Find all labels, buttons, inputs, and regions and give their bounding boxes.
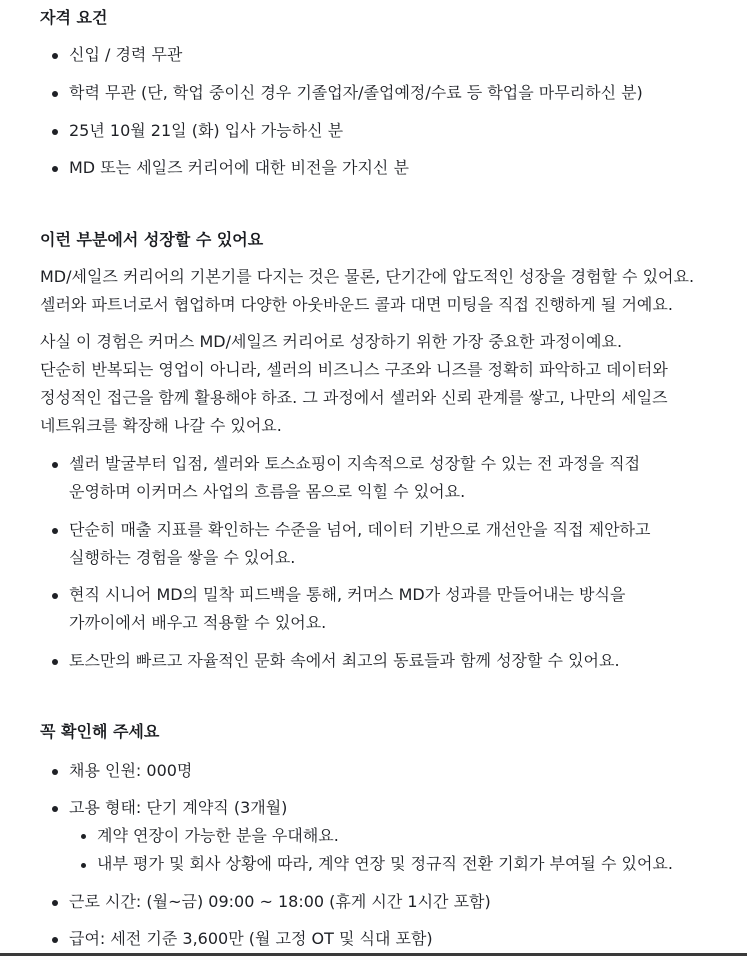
list-item: 신입 / 경력 무관 — [69, 45, 183, 64]
list-item: 25년 10월 21일 (화) 입사 가능하신 분 — [69, 121, 344, 140]
bullet-dot-icon — [52, 528, 58, 534]
section-title-check: 꼭 확인해 주세요 — [40, 722, 160, 741]
bullet-dot-icon — [52, 659, 58, 665]
list-item: 단순히 매출 지표를 확인하는 수준을 넘어, 데이터 기반으로 개선안을 직접 제안하고 — [69, 520, 651, 539]
list-item: 채용 인원: 000명 — [69, 761, 193, 780]
list-item-continuation: 운영하며 이커머스 사업의 흐름을 몸으로 익힐 수 있어요. — [69, 482, 466, 501]
bullet-dot-icon — [52, 806, 58, 812]
sub-list-item: 계약 연장이 가능한 분을 우대해요. — [97, 826, 339, 845]
sub-list-item: 내부 평가 및 회사 상황에 따라, 계약 연장 및 정규직 전환 기회가 부여될 수 있어요. — [97, 854, 673, 873]
list-item: 토스만의 빠르고 자율적인 문화 속에서 최고의 동료들과 함께 성장할 수 있어요. — [69, 651, 620, 670]
list-item: 급여: 세전 기준 3,600만 (월 고정 OT 및 식대 포함) — [69, 929, 433, 948]
sub-bullet-dot-icon — [81, 863, 86, 868]
list-item: 셀러 발굴부터 입점, 셀러와 토스쇼핑이 지속적으로 성장할 수 있는 전 과정을 직접 — [69, 454, 641, 473]
bullet-dot-icon — [52, 166, 58, 172]
bullet-dot-icon — [52, 900, 58, 906]
bullet-dot-icon — [52, 53, 58, 59]
bullet-dot-icon — [52, 129, 58, 135]
list-item: 근로 시간: (월~금) 09:00 ~ 18:00 (휴게 시간 1시간 포함) — [69, 892, 491, 911]
bullet-dot-icon — [52, 593, 58, 599]
bullet-dot-icon — [52, 462, 58, 468]
list-item: 현직 시니어 MD의 밀착 피드백을 통해, 커머스 MD가 성과를 만들어내는 방식을 — [69, 585, 626, 604]
paragraph-line: MD/세일즈 커리어의 기본기를 다지는 것은 물론, 단기간에 압도적인 성장을 경험할 수 있어요. — [40, 267, 695, 286]
paragraph-line: 네트워크를 확장해 나갈 수 있어요. — [40, 416, 282, 435]
bullet-dot-icon — [52, 91, 58, 97]
paragraph-line: 사실 이 경험은 커머스 MD/세일즈 커리어로 성장하기 위한 가장 중요한 과정이예요. — [40, 332, 623, 351]
paragraph-line: 셀러와 파트너로서 협업하며 다양한 아웃바운드 콜과 대면 미팅을 직접 진행하게 될 거예요. — [40, 295, 673, 314]
paragraph-line: 단순히 반복되는 영업이 아니라, 셀러의 비즈니스 구조와 니즈를 정확히 파악하고 데이터와 — [40, 360, 668, 379]
bullet-dot-icon — [52, 769, 58, 775]
section-title-qualifications: 자격 요건 — [40, 8, 108, 27]
bullet-dot-icon — [52, 937, 58, 943]
section-title-growth: 이런 부분에서 성장할 수 있어요 — [40, 230, 264, 249]
paragraph-line: 정성적인 접근을 함께 활용해야 하죠. 그 과정에서 셀러와 신뢰 관계를 쌓고, 나만의 세일즈 — [40, 388, 668, 407]
list-item-continuation: 가까이에서 배우고 적용할 수 있어요. — [69, 613, 327, 632]
sub-bullet-dot-icon — [81, 834, 86, 839]
list-item: 학력 무관 (단, 학업 중이신 경우 기졸업자/졸업예정/수료 등 학업을 마무리하신 분) — [69, 83, 643, 102]
list-item-continuation: 실행하는 경험을 쌓을 수 있어요. — [69, 548, 296, 567]
list-item: 고용 형태: 단기 계약직 (3개월) — [69, 798, 288, 817]
list-item: MD 또는 세일즈 커리어에 대한 비전을 가지신 분 — [69, 158, 409, 177]
